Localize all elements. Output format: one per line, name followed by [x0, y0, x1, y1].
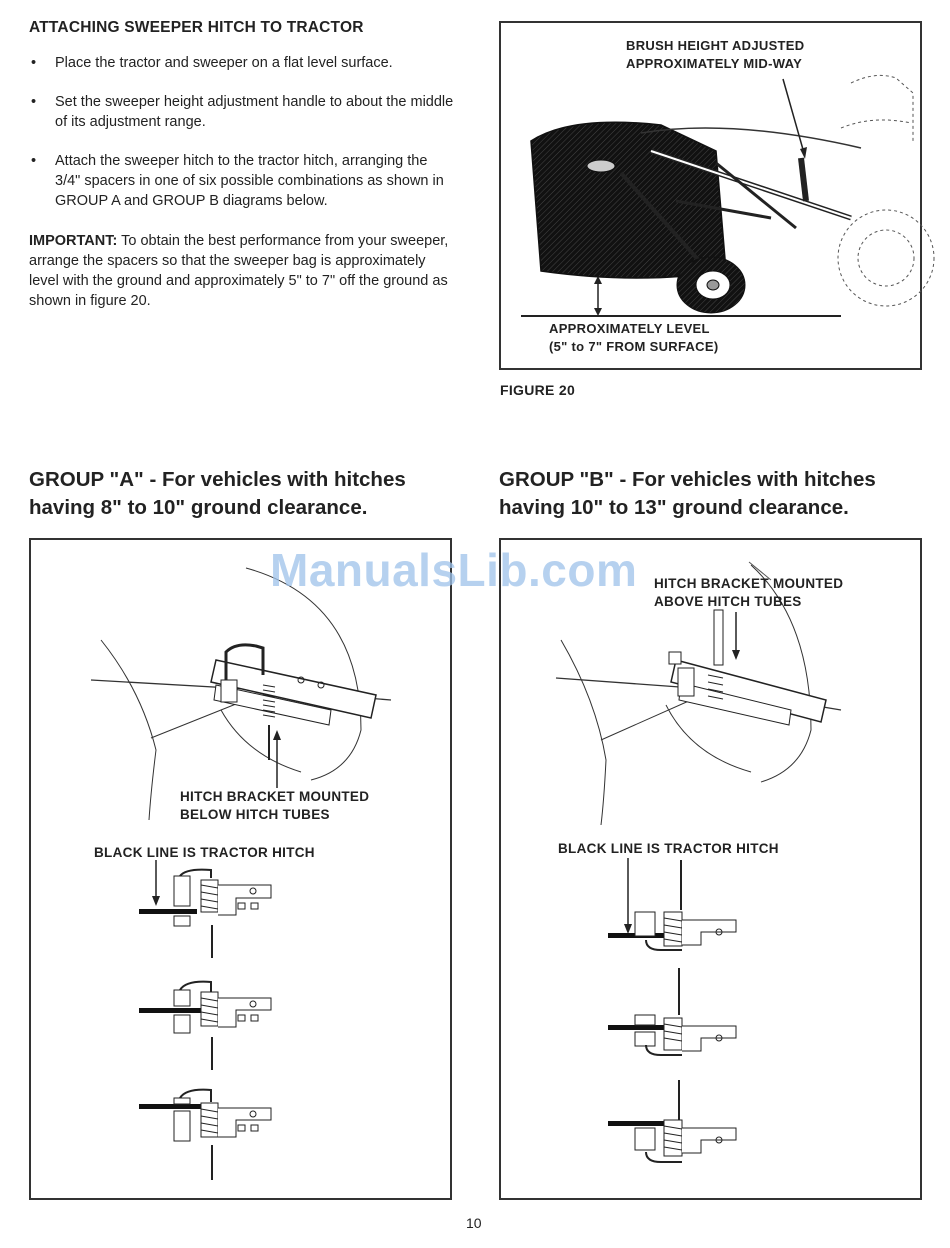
hitch-combo-b3 — [608, 1080, 736, 1162]
label-line: (5" to 7" FROM SURFACE) — [549, 339, 719, 354]
title-line: having 10" to 13" ground clearance. — [499, 496, 849, 519]
bullet-icon: • — [31, 55, 37, 71]
group-a-diagram — [31, 540, 454, 1202]
group-b-callout — [654, 575, 843, 611]
instruction-text: Attach the sweeper hitch to the tractor hitch, arranging the 3/4" spacers in one of six possible combinations as shown in GROUP A and GROUP B diagrams below. — [55, 153, 444, 209]
important-note — [29, 231, 449, 311]
hitch-combo-b1 — [608, 858, 736, 950]
group-a-callout — [180, 788, 369, 824]
group-a-black-line-label: BLACK LINE IS TRACTOR HITCH — [94, 845, 315, 860]
group-b-black-line-label: BLACK LINE IS TRACTOR HITCH — [558, 841, 779, 856]
hitch-combo-a3 — [139, 1090, 271, 1180]
instruction-text: Place the tractor and sweeper on a flat level surface. — [55, 55, 393, 71]
hitch-combo-a2 — [139, 982, 271, 1070]
group-b-panel — [499, 538, 922, 1200]
group-a-panel — [29, 538, 452, 1200]
figure-20-bottom-label — [549, 320, 718, 356]
instruction-item — [30, 53, 455, 73]
label-line: BRUSH HEIGHT ADJUSTED — [626, 38, 805, 53]
hitch-combo-a1 — [139, 860, 271, 958]
title-line: having 8" to 10" ground clearance. — [29, 496, 368, 519]
hitch-combo-b2 — [608, 968, 736, 1055]
label-line: APPROXIMATELY MID-WAY — [626, 56, 803, 71]
instruction-item — [30, 92, 455, 132]
callout-line: HITCH BRACKET MOUNTED — [654, 576, 844, 591]
watermark-logo: ManualsLib.com — [270, 544, 638, 596]
instruction-list — [30, 53, 455, 230]
instruction-item — [30, 151, 455, 211]
important-text: To obtain the best performance from your sweeper, arrange the spacers so that the sweeper bag is approximately level with the ground and approximately 5" to 7" off the ground as shown in figure 20. — [29, 233, 449, 309]
bullet-icon: • — [31, 94, 37, 110]
page-number: 10 — [466, 1215, 482, 1231]
bullet-icon: • — [31, 153, 37, 169]
title-line: GROUP "A" - For vehicles with hitches — [29, 468, 406, 491]
callout-line: ABOVE HITCH TUBES — [654, 594, 802, 609]
figure-20-frame — [499, 21, 922, 370]
title-line: GROUP "B" - For vehicles with hitches — [499, 468, 876, 491]
important-label: IMPORTANT: — [29, 233, 118, 249]
label-line: APPROXIMATELY LEVEL — [549, 321, 710, 336]
callout-line: HITCH BRACKET MOUNTED — [180, 789, 370, 804]
figure-20-caption: FIGURE 20 — [500, 382, 576, 398]
section-heading: ATTACHING SWEEPER HITCH TO TRACTOR — [29, 19, 364, 36]
group-b-title — [499, 466, 876, 522]
instruction-text: Set the sweeper height adjustment handle to about the middle of its adjustment range. — [55, 94, 454, 130]
group-a-title — [29, 466, 406, 522]
callout-line: BELOW HITCH TUBES — [180, 807, 330, 822]
group-b-diagram — [501, 540, 924, 1202]
figure-20-top-label — [626, 37, 804, 73]
